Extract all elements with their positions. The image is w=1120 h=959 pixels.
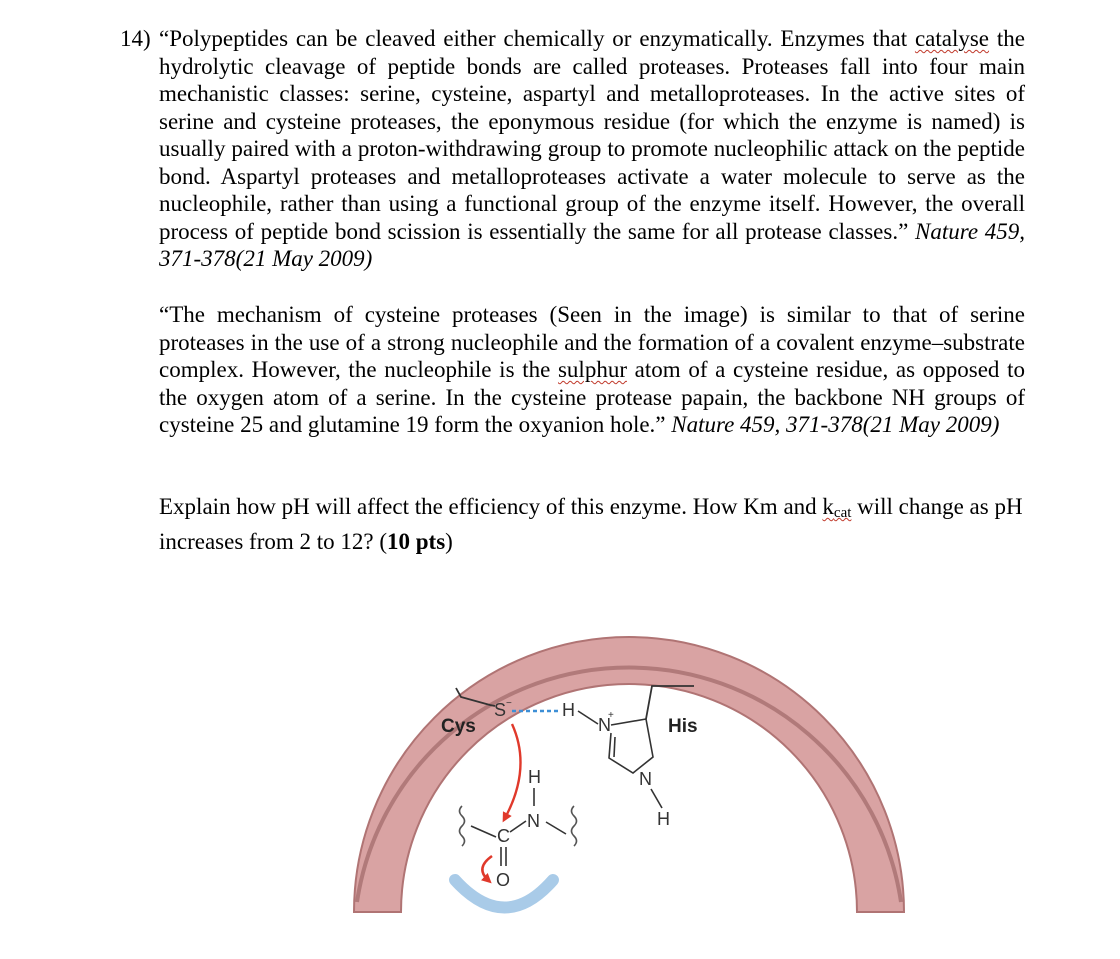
atom-n-plus-charge: + bbox=[608, 710, 614, 721]
quote1-text-b: the hydrolytic cleavage of peptide bonds are called proteases. Proteases fall into four main mechanistic classes: serine, cysteine, aspartyl and metalloproteases. In the active sites of serine and cysteine proteases, the eponymous residue (for which the enzyme is named) is usually paired with a proton-withdrawing group to promote nucleophilic attack on the peptide bond. Aspartyl proteases and metalloproteases activate a water molecule to serve as the nucleophile, rather than using a functional group of the enzyme itself. However, the overall process of peptide bond scission is essentially the same for all protease classes.” bbox=[159, 26, 1025, 244]
substrate-right-squiggle bbox=[572, 806, 577, 846]
atom-o: O bbox=[496, 870, 511, 890]
spelling-flag-catalyse: catalyse bbox=[914, 26, 990, 51]
question-number: 14) bbox=[120, 26, 151, 51]
atom-n-amide: N bbox=[527, 811, 540, 831]
quote2-text-a: “The mechanism of cysteine proteases (Seen in the image) is similar to that of serine proteases in the use of a strong nucleophile and the formation of a covalent enzyme–substrate complex. However, the nucleophile is the bbox=[159, 302, 1025, 382]
atom-h-amide: H bbox=[528, 767, 541, 787]
imidazole-double-bond bbox=[614, 737, 615, 757]
c-n-bond bbox=[510, 821, 526, 832]
atom-s-charge: − bbox=[506, 698, 512, 709]
cys-label: Cys bbox=[441, 716, 476, 737]
atom-n-plus: N bbox=[598, 715, 611, 735]
substrate-left-squiggle bbox=[460, 806, 465, 846]
carbonyl-electron-arrow bbox=[482, 856, 492, 880]
atom-h-ring: H bbox=[657, 809, 670, 829]
atom-h-bond: H bbox=[562, 700, 575, 720]
his-label: His bbox=[668, 716, 698, 737]
citation-2: Nature 459, 371-378(21 May 2009) bbox=[671, 412, 1000, 437]
n-h-bond bbox=[651, 789, 662, 808]
citation-1: Nature 459, 371-378(21 May 2009) bbox=[159, 218, 1025, 271]
prompt-text-c: ) bbox=[445, 528, 453, 554]
prompt-text-a: Explain how pH will affect the efficiency of this enzyme. How Km and bbox=[159, 494, 823, 519]
prompt-text-b: will change as pH increases from 2 to 12? ( bbox=[159, 494, 1023, 554]
spelling-flag-sulphur: sulphur bbox=[557, 357, 627, 382]
atom-s: S bbox=[494, 700, 507, 720]
imidazole-ring bbox=[609, 719, 653, 773]
points-value: 10 pts bbox=[387, 528, 446, 554]
atom-n-ring: N bbox=[639, 769, 652, 789]
substrate-right-chain bbox=[546, 822, 566, 834]
quote2-text-b: atom of a cysteine residue, as opposed to the oxygen atom of a serine. In the cysteine protease papain, the backbone NH groups of cysteine 25 and glutamine 19 form the oxyanion hole.” bbox=[159, 357, 1026, 437]
substrate-left-chain bbox=[471, 826, 496, 837]
kcat-subscript: cat bbox=[833, 505, 852, 521]
enzyme-arch bbox=[354, 637, 904, 912]
atom-c: C bbox=[497, 826, 510, 846]
kcat-k: k bbox=[822, 494, 834, 519]
h-to-n-bond bbox=[578, 711, 598, 724]
nucleophilic-attack-arrow bbox=[505, 724, 521, 818]
quote1-text-a: “Polypeptides can be cleaved either chemically or enzymatically. Enzymes that bbox=[159, 26, 915, 51]
